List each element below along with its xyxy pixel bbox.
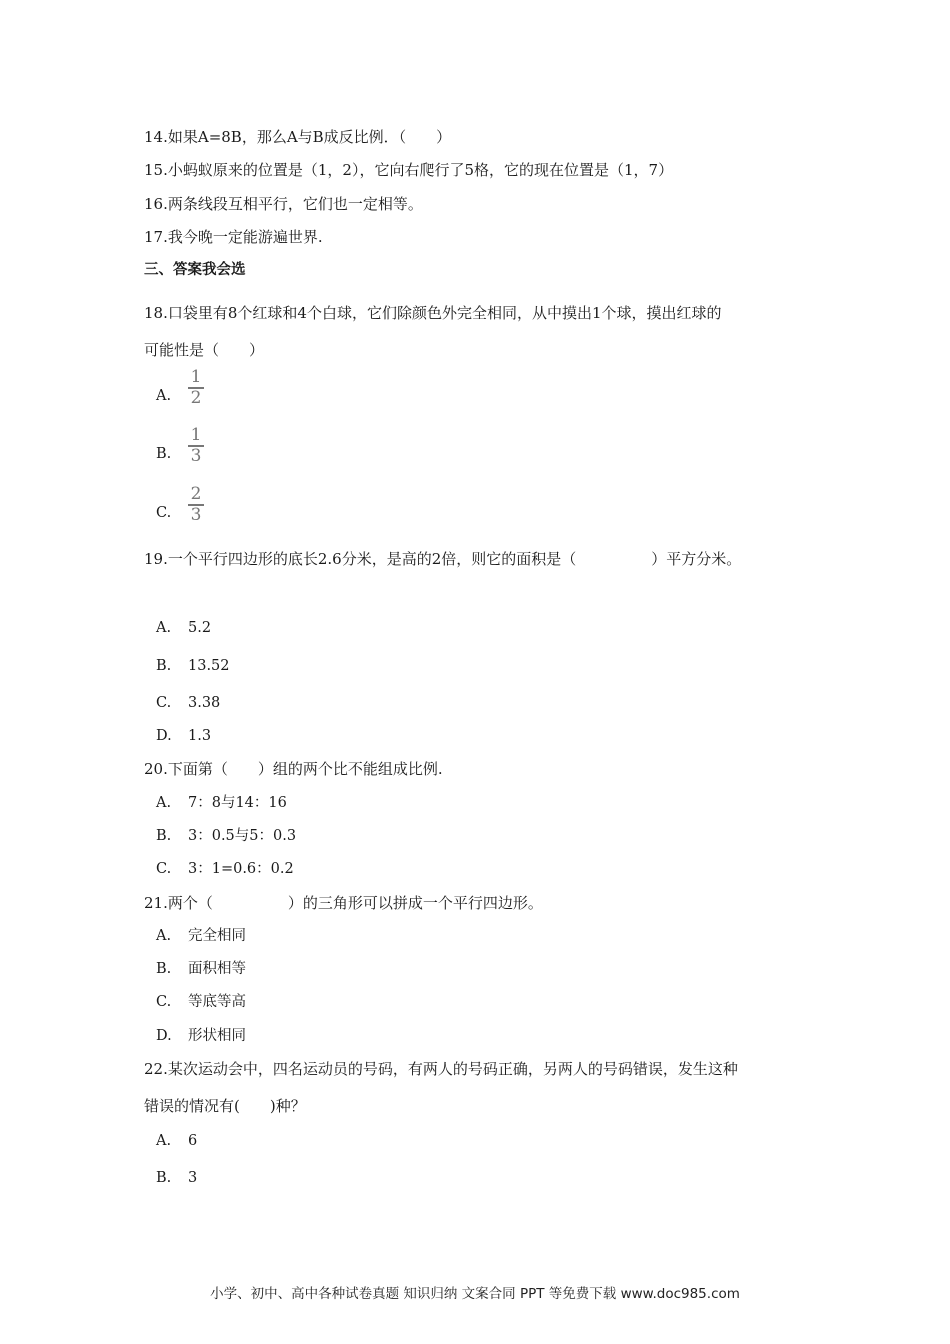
numerator: 1 <box>190 425 202 445</box>
option-text: 形状相同 <box>188 1028 246 1044</box>
option-21-c[interactable] <box>156 992 246 1012</box>
option-19-c[interactable] <box>156 693 220 713</box>
question-18-line1: 18.口袋里有8个红球和4个白球，它们除颜色外完全相同，从中摸出1个球，摸出红球的 <box>144 304 722 322</box>
question-14: 14.如果A=8B，那么A与B成反比例．（ ） <box>144 128 452 146</box>
option-text: 3：1=0.6：0.2 <box>188 861 294 877</box>
section-heading: 三、答案我会选 <box>144 262 246 278</box>
option-21-d[interactable] <box>156 1026 246 1046</box>
option-text: 完全相同 <box>188 928 246 944</box>
option-letter: B. <box>156 446 172 462</box>
page-footer: 小学、初中、高中各种试卷真题 知识归纳 文案合同 PPT 等免费下载 www.doc985.com <box>210 1286 740 1302</box>
option-letter: A. <box>156 1133 172 1149</box>
option-letter: D. <box>156 728 172 744</box>
option-letter: C. <box>156 994 172 1010</box>
option-text: 7：8与14：16 <box>188 795 287 811</box>
question-17: 17.我今晚一定能游遍世界. <box>144 228 323 246</box>
question-20: 20.下面第（ ）组的两个比不能组成比例. <box>144 760 443 778</box>
option-text: 3：0.5与5：0.3 <box>188 828 297 844</box>
option-text: 13.52 <box>188 658 230 674</box>
option-letter: A. <box>156 928 172 944</box>
question-15: 15.小蚂蚁原来的位置是（1，2），它向右爬行了5格，它的现在位置是（1，7） <box>144 161 674 179</box>
fraction <box>188 486 204 524</box>
fraction <box>188 427 204 465</box>
option-text: 面积相等 <box>188 961 246 977</box>
option-letter: C. <box>156 861 172 877</box>
option-letter: C. <box>156 505 172 521</box>
option-text: 6 <box>188 1133 198 1149</box>
fraction <box>188 369 204 407</box>
option-21-b[interactable] <box>156 959 246 979</box>
option-text: 1.3 <box>188 728 212 744</box>
option-20-c[interactable] <box>156 859 294 879</box>
numerator: 2 <box>190 484 202 504</box>
option-letter: A. <box>156 620 172 636</box>
option-19-a[interactable] <box>156 618 211 638</box>
option-letter: B. <box>156 1170 172 1186</box>
option-text: 3 <box>188 1170 198 1186</box>
option-22-a[interactable] <box>156 1131 197 1151</box>
option-21-a[interactable] <box>156 926 246 946</box>
option-22-b[interactable] <box>156 1168 197 1188</box>
question-21: 21.两个（ ）的三角形可以拼成一个平行四边形。 <box>144 894 543 912</box>
option-letter: A. <box>156 795 172 811</box>
option-letter: B. <box>156 961 172 977</box>
option-19-b[interactable] <box>156 656 230 676</box>
denominator: 3 <box>190 446 202 466</box>
option-text: 5.2 <box>188 620 212 636</box>
numerator: 1 <box>190 367 202 387</box>
option-19-d[interactable] <box>156 726 211 746</box>
option-letter: C. <box>156 695 172 711</box>
option-letter: B. <box>156 658 172 674</box>
option-20-a[interactable] <box>156 793 287 813</box>
option-letter: B. <box>156 828 172 844</box>
question-16: 16.两条线段互相平行，它们也一定相等。 <box>144 195 423 213</box>
denominator: 3 <box>190 505 202 525</box>
option-text: 3.38 <box>188 695 221 711</box>
question-18-line2: 可能性是（ ） <box>144 341 265 359</box>
question-22-line2: 错误的情况有( )种？ <box>144 1097 306 1115</box>
option-letter: D. <box>156 1028 172 1044</box>
option-text: 等底等高 <box>188 994 246 1010</box>
option-letter: A. <box>156 388 172 404</box>
option-20-b[interactable] <box>156 826 296 846</box>
question-22-line1: 22.某次运动会中，四名运动员的号码，有两人的号码正确，另两人的号码错误，发生这种 <box>144 1060 738 1078</box>
denominator: 2 <box>190 388 202 408</box>
question-19: 19.一个平行四边形的底长2.6分米，是高的2倍，则它的面积是（ ）平方分米。 <box>144 550 742 568</box>
